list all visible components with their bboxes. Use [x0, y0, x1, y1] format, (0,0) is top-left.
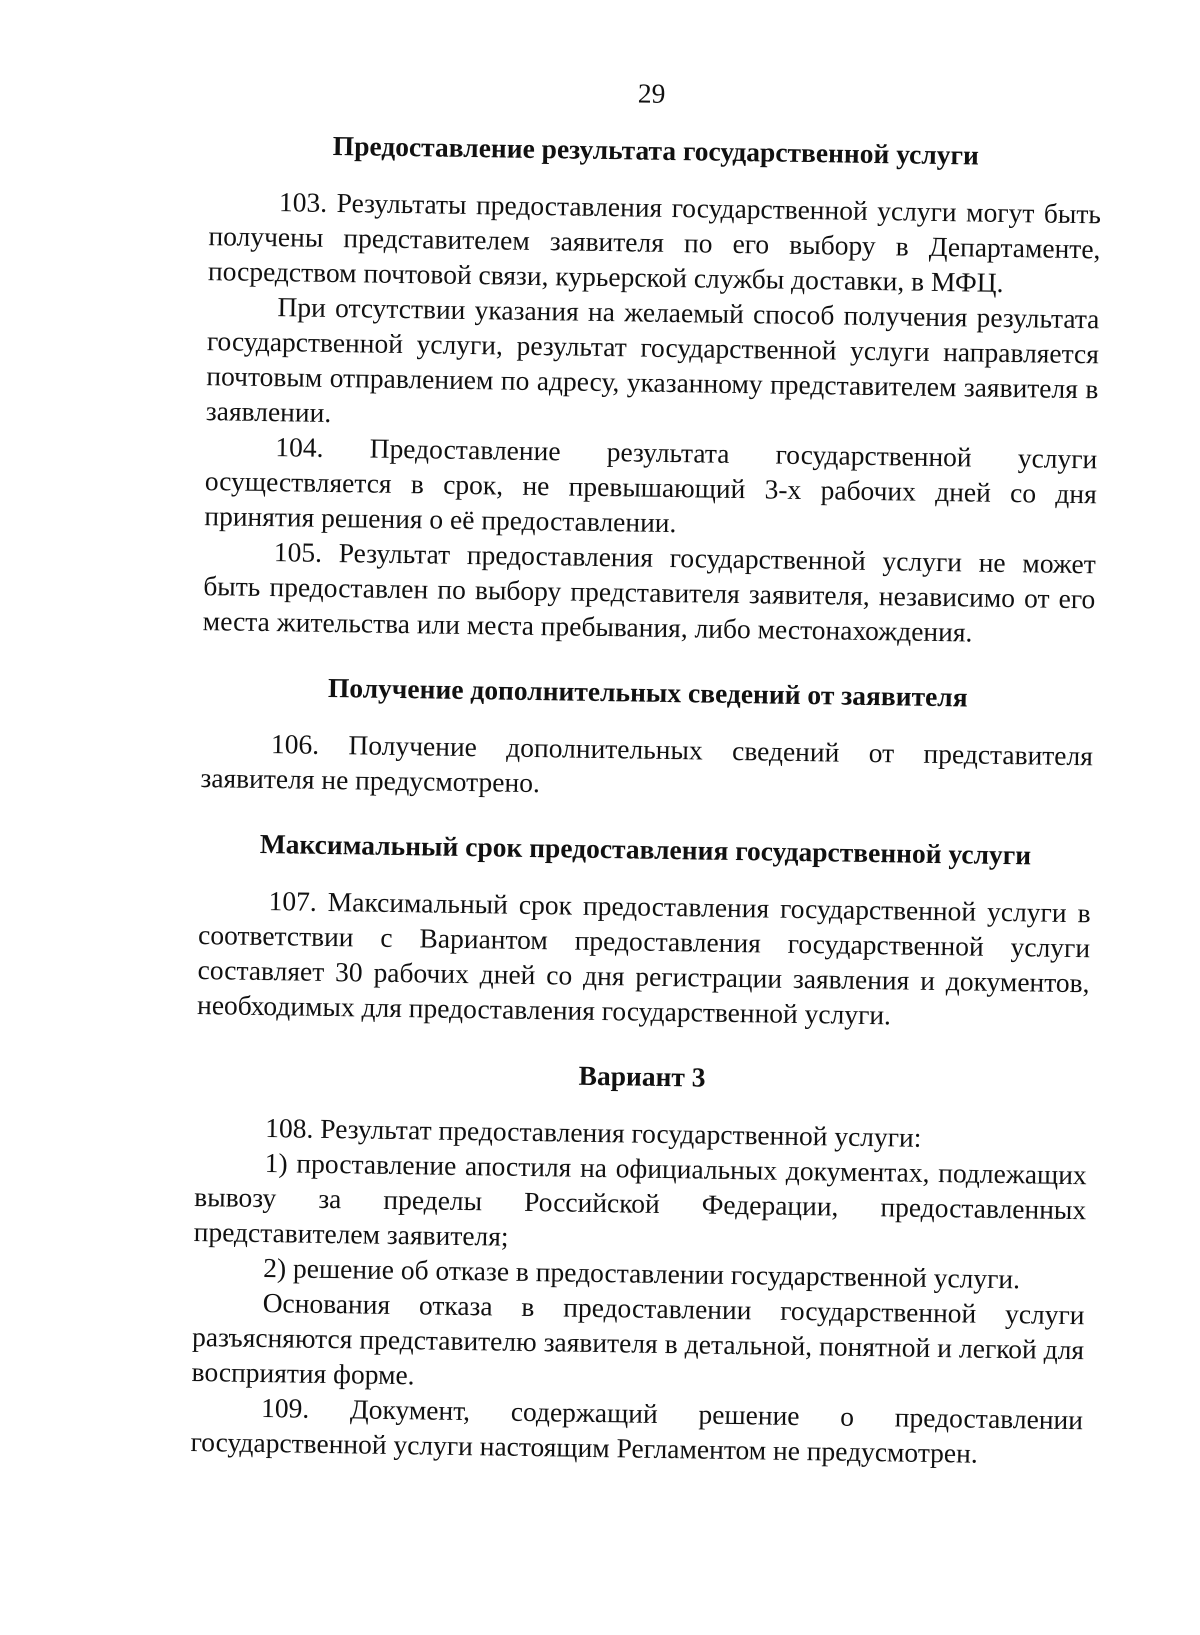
- word: в: [521, 1290, 535, 1323]
- section-title-variant-3: Вариант 3: [578, 1059, 706, 1093]
- word: услуги: [1017, 442, 1098, 475]
- word: государственной: [780, 1294, 977, 1329]
- word: Предоставление: [369, 432, 561, 467]
- section-title-maximum-term: Максимальный срок предоставления государственной услуги: [259, 827, 1032, 871]
- section-title-additional-info: Получение дополнительных сведений от заявителя: [327, 671, 968, 713]
- word: Основания: [262, 1287, 391, 1320]
- paragraph-108: 108. Результат предоставления государственной услуги:: [265, 1112, 922, 1153]
- word: предоставлении: [563, 1291, 752, 1326]
- section-title-result-provision: Предоставление результата государственной услуги: [332, 129, 980, 171]
- word: результата: [606, 436, 730, 469]
- word: решение: [698, 1398, 800, 1432]
- word: содержащий: [510, 1395, 658, 1429]
- word: услуги: [1004, 1298, 1085, 1331]
- paragraph-106: 106. Получение дополнительных сведений от представителя заявителя не предусмотрено.: [200, 728, 1094, 799]
- paragraph-103: 103. Результаты предоставления государственной услуги могут быть получены представителем заявителя по его выбору в Департаменте, посредством почтовой связи, курьерской службы доставки, в МФЦ.: [207, 186, 1102, 298]
- word: отказа: [418, 1289, 493, 1322]
- word: 104.: [275, 431, 324, 463]
- paragraph-105: 105. Результат предоставления государственной услуги не может быть предоставлен по выбору представителя заявителя, независимо от его места жительства или места пребывания, либо местонахождения.: [202, 536, 1096, 648]
- page-number: 29: [637, 77, 666, 109]
- paragraph-absence-of-method: При отсутствии указания на желаемый способ получения результата государственной услуги, результат государственной услуги направляется почтовым отправлением по адресу, указанному представителем заявителя в заявлении.: [205, 291, 1100, 428]
- paragraph-grounds-continuation: разъясняются представителю заявителя в детальной, понятной и легкой для восприятия форме.: [191, 1320, 1085, 1391]
- paragraph-107: 107. Максимальный срок предоставления государственной услуги в соответствии с Вариантом предоставления государственной услуги составляет 30 рабочих дней со дня регистрации заявления и документов, необходимых для предоставления государственной услуги.: [196, 885, 1091, 1031]
- paragraph-108-item-1: 1) проставление апостиля на официальных документах, подлежащих вывозу за пределы Российской Федерации, предоставленных представителем заявителя;: [193, 1147, 1087, 1252]
- word: о: [840, 1400, 855, 1432]
- word: 109.: [260, 1392, 310, 1424]
- word: государственной: [775, 438, 972, 473]
- paragraph-109-continuation: государственной услуги настоящим Регламентом не предусмотрен.: [190, 1425, 978, 1469]
- word: предоставлении: [894, 1401, 1084, 1436]
- paragraph-108-item-2: 2) решение об отказе в предоставлении государственной услуги.: [262, 1252, 1021, 1295]
- word: Документ,: [349, 1393, 471, 1427]
- paragraph-104-continuation: осуществляется в срок, не превышающий 3-х рабочих дней со дня принятия решения о её предоставлении.: [204, 465, 1098, 539]
